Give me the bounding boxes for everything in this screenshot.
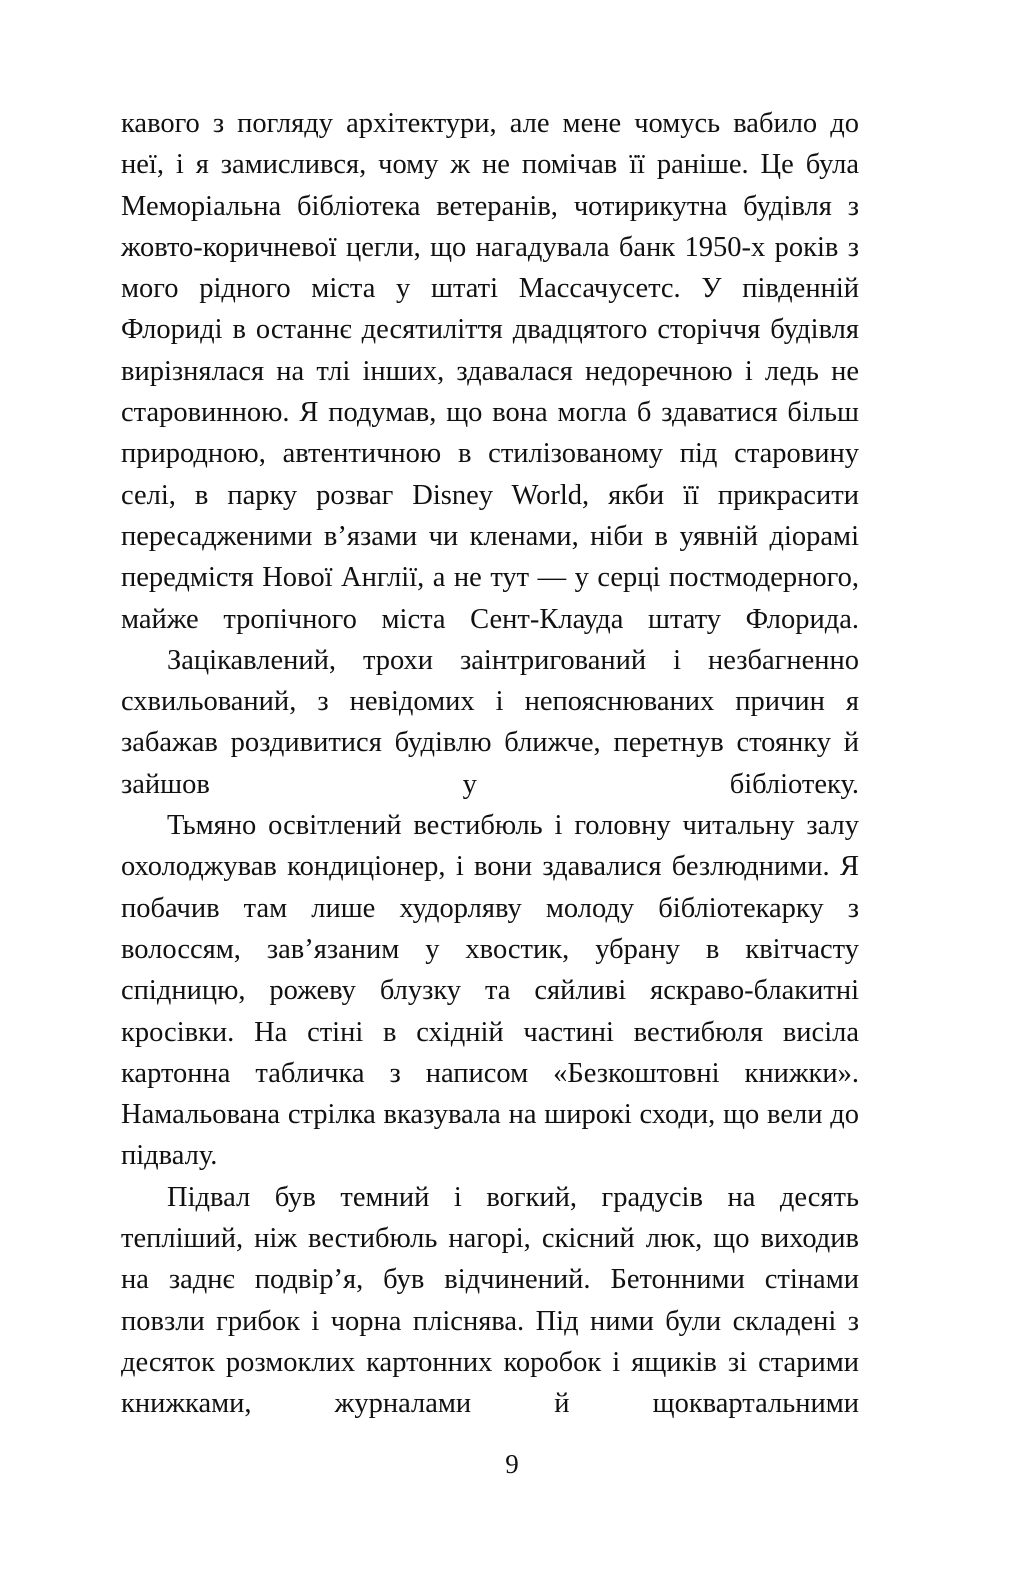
- paragraph-2: Зацікавлений, трохи заінтригований і незбагненно схвильований, з невідомих і непояснюваних причин я забажав роздивитися будівлю ближче, перетнув стоянку й зайшов у бібліотеку.: [121, 644, 859, 800]
- paragraph-4: Підвал був темний і вогкий, градусів на десять тепліший, ніж вестибюль нагорі, скісний люк, що виходив на заднє подвір’я, був відчинений. Бетонними стінами повзли грибок і чорна пліснява. Під ними були складені з десяток розмоклих картонних коробок і ящиків зі старими книжками, журналами й щоквартальними: [121, 1181, 859, 1420]
- paragraph-3: Тьмяно освітлений вестибюль і головну читальну залу охолоджував кондиціонер, і вони здавалися безлюдними. Я побачив там лише худорляву молоду бібліотекарку з волоссям, зав’язаним у хвостик, убрану в квітчасту спідницю, рожеву блузку та сяйливі яскраво-блакитні кросівки. На стіні в східній частині вестибюля висіла картонна табличка з написом «Безкоштовні книжки». Намальована стрілка вказувала на широкі сходи, що вели до підвалу.: [121, 810, 859, 1172]
- paragraph-continued: кавого з погляду архітектури, але мене чомусь вабило до неї, і я замислився, чому ж не помічав її раніше. Це була Меморіальна бібліотека ветеранів, чотирикутна будівля з жовто-коричневої цегли, що нагадувала банк 1950-х років з мого рідного міста у штаті Массачусетс. У південній Флориді в останнє десятиліття двадцятого сторіччя будівля вирізнялася на тлі інших, здавалася недоречною і ледь не старовинною. Я подумав, що вона могла б здаватися більш природною, автентичною в стилізованому під старовину селі, в парку розваг Disney World, якби її прикрасити пересадженими в’язами чи кленами, ніби в уявній діорамі передмістя Нової Англії, а не тут — у серці постмодерного, майже тропічного міста Сент-Клауда штату Флорида.: [121, 108, 859, 635]
- page-text-block: [121, 103, 859, 1425]
- page-number: 9: [505, 1449, 519, 1479]
